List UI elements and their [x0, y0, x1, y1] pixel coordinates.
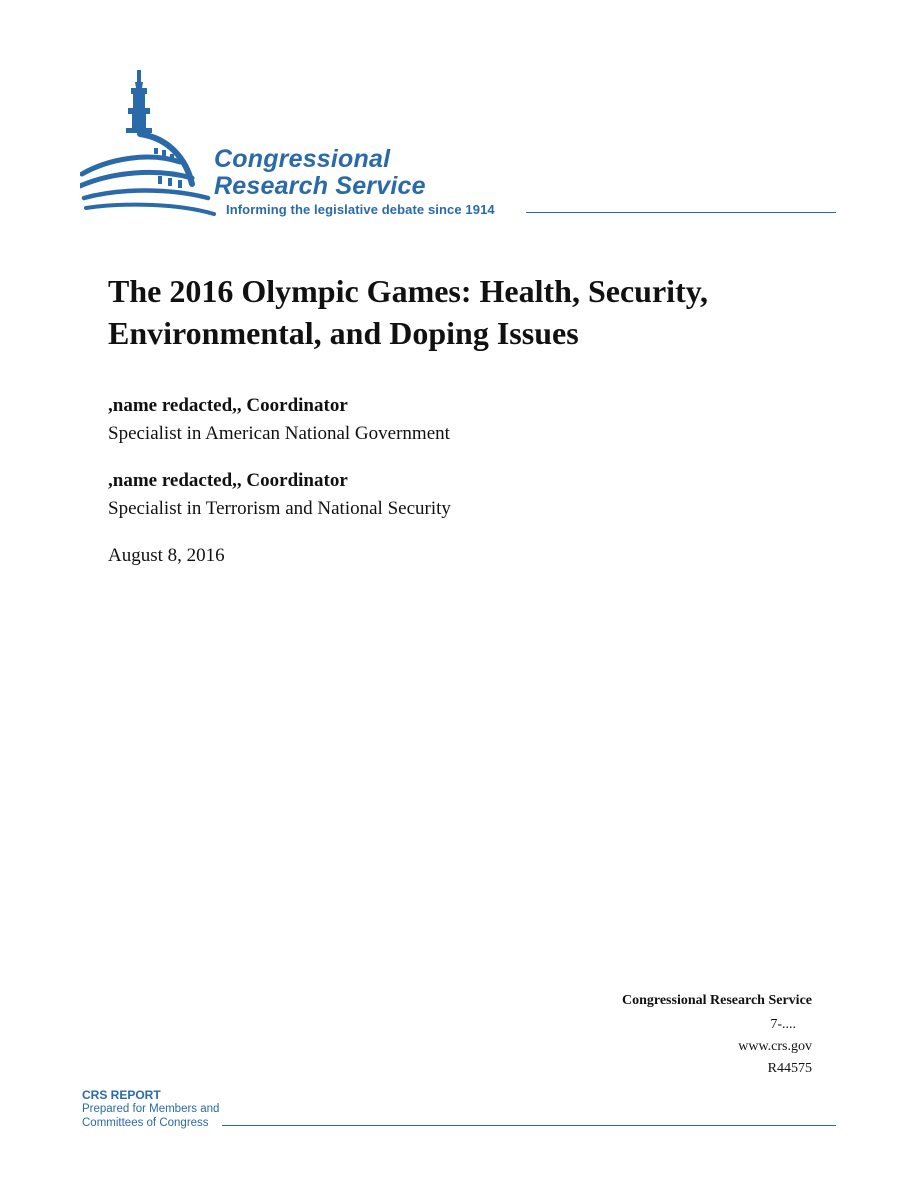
- logo-tagline: Informing the legislative debate since 1914: [226, 202, 495, 217]
- crs-info-block: [622, 990, 812, 1080]
- crs-website-link[interactable]: www.crs.gov: [738, 1039, 812, 1054]
- report-title: The 2016 Olympic Games: Health, Security, Environmental, and Doping Issues: [108, 273, 708, 351]
- footer-divider: [222, 1125, 836, 1126]
- logo-wordmark: [214, 146, 426, 200]
- footer-line1: Prepared for Members and: [82, 1103, 220, 1115]
- author-name: ,name redacted,, Coordinator: [108, 395, 348, 416]
- footer-crs-report: [82, 1088, 219, 1130]
- author-name: ,name redacted,, Coordinator: [108, 470, 348, 491]
- logo-name-line1: Congressional: [214, 145, 391, 173]
- report-id: R44575: [767, 1061, 812, 1076]
- footer-line2: Committees of Congress: [82, 1117, 209, 1129]
- author-block-1: [108, 392, 450, 448]
- crs-number: 7-....: [770, 1017, 796, 1032]
- author-role: Specialist in American National Government: [108, 423, 450, 444]
- logo-name-line2: Research Service: [214, 172, 426, 200]
- author-block-2: [108, 467, 451, 523]
- report-date: August 8, 2016: [108, 545, 225, 566]
- logo-divider: [526, 212, 836, 213]
- capitol-dome-icon: [80, 66, 220, 216]
- footer-label: CRS REPORT: [82, 1088, 161, 1102]
- crs-org-name: Congressional Research Service: [621, 993, 812, 1008]
- author-role: Specialist in Terrorism and National Security: [108, 498, 451, 519]
